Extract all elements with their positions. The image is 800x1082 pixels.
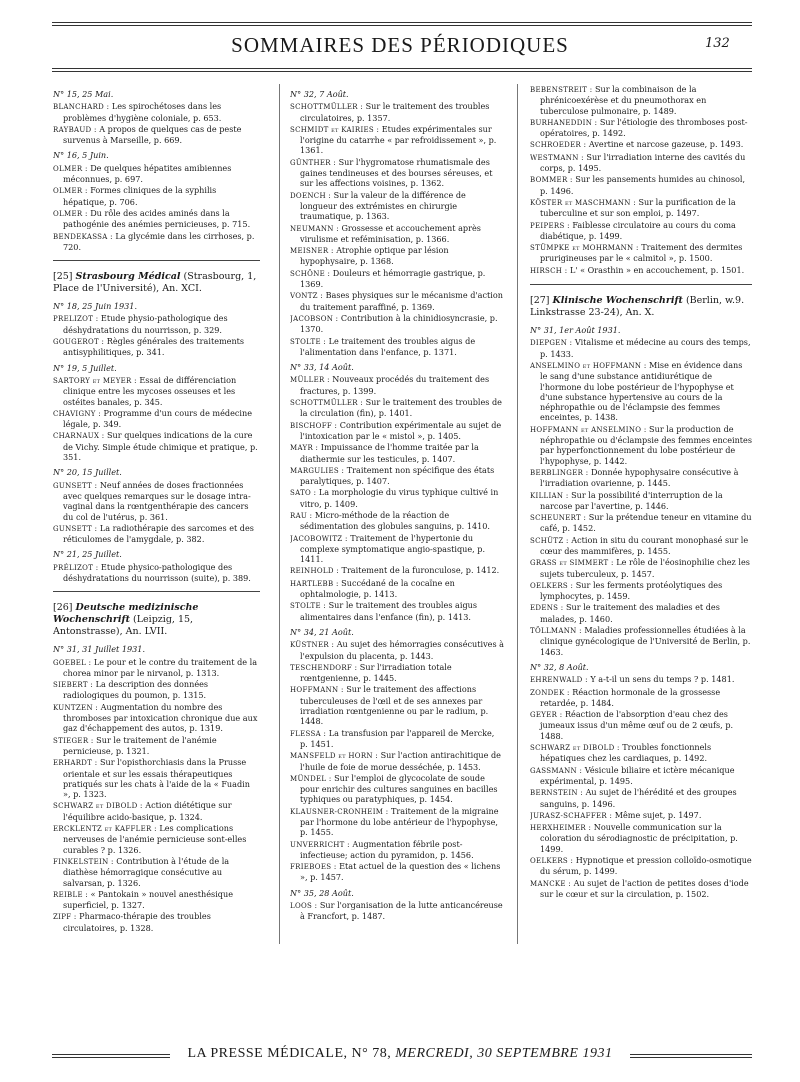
header-rule-bottom	[52, 68, 752, 69]
article-author: KÖSTER et MASCHMANN :	[530, 198, 636, 207]
article-title: Sur la combinaison de la phrénicoexérèse et du pneumothorax en tuberculose pulmonaire, p. 1489.	[540, 84, 707, 116]
article-author: KÜSTNER :	[290, 641, 335, 650]
article-entry	[53, 208, 260, 230]
article-author: GUNSETT :	[53, 481, 98, 490]
article-title: Donnée hypophysaire consécutive à l'irradiation ovarienne, p. 1445.	[540, 466, 739, 489]
article-author: OELKERS :	[530, 857, 574, 865]
article-title: Sur l'étiologie des thromboses post-opératoires, p. 1492.	[540, 116, 748, 139]
article-author: SCHMIDT et KAIRIES :	[290, 125, 380, 134]
article-entry	[530, 152, 752, 174]
article-title: Nouveaux procédés du traitement des fractures, p. 1399.	[300, 374, 490, 396]
article-title: « Pantokain » nouvel anesthésique superficiel, p. 1327.	[63, 888, 233, 911]
header-rule-top	[52, 22, 752, 23]
issue-heading: N° 15, 25 Mai.	[53, 89, 114, 99]
article-entry	[530, 84, 752, 116]
article-author: SCHOTTMÜLLER :	[290, 399, 363, 408]
article-entry	[530, 242, 752, 264]
article-title: Contribution à la chinidiosyncrasie, p. 1370.	[300, 312, 498, 335]
article-entry	[53, 480, 260, 522]
journal-details: (Berlin, w.9. Linkstrasse 23-24), An. X.	[530, 295, 745, 319]
article-entry	[53, 185, 260, 207]
article-author: HARTLEBB :	[290, 579, 339, 588]
article-author: HOFFMANN :	[290, 686, 344, 695]
article-author: SCHWARZ et DIBOLD :	[530, 744, 620, 753]
article-author: MANSFELD et HORN :	[290, 752, 379, 761]
article-title: Y a-t-il un sens du temps ? p. 1481.	[587, 674, 735, 685]
article-author: FRIEBOES :	[290, 863, 337, 872]
article-author: BEBENSTREIT :	[530, 86, 593, 94]
article-entry	[290, 806, 504, 838]
column-middle	[290, 84, 504, 923]
article-author: SARTORY et MEYER :	[53, 376, 137, 385]
article-author: REIBLE :	[53, 890, 89, 899]
article-author: STIEGER :	[53, 736, 94, 745]
article-author: SCHÖNE :	[290, 269, 331, 278]
journal-heading	[53, 271, 260, 295]
article-author: MÜLLER :	[290, 376, 330, 385]
article-entry	[290, 487, 504, 509]
article-entry	[53, 856, 260, 888]
article-title: Sur la prétendue teneur en vitamine du café, p. 1452.	[540, 512, 752, 534]
article-title: L' « Orasthin » en accouchement, p. 1501.	[567, 264, 745, 275]
article-author: ZONDEK :	[530, 688, 570, 697]
article-entry	[53, 823, 260, 855]
article-title: Traitement de l'hypertonie du complexe symptomatique angio-spastique, p. 1411.	[300, 532, 486, 565]
issue-heading: N° 31, 31 Juillet 1931.	[53, 644, 146, 655]
article-entry	[530, 360, 752, 423]
article-entry	[290, 600, 504, 622]
article-entry	[530, 197, 752, 219]
article-author: KLAUSNER-CRONHEIM :	[290, 807, 389, 816]
article-title: Avertine et narcose gazeuse, p. 1493.	[586, 139, 744, 150]
article-entry	[53, 430, 260, 462]
article-title: Sur l'action antirachitique de l'huile de foie de morue desséchée, p. 1453.	[300, 750, 501, 772]
issue-heading: N° 35, 28 Août.	[290, 887, 354, 898]
article-author: BERBLINGER :	[530, 468, 589, 477]
article-entry	[290, 442, 504, 464]
article-author: LOOS :	[290, 902, 318, 911]
header-rule-top-inner	[52, 25, 752, 26]
article-title: Contribution à l'étude de la diathèse hémorragique consécutive au salvarsan, p. 1326.	[63, 855, 230, 888]
journal-number: [25]	[53, 271, 76, 283]
article-author: MEISNER :	[290, 247, 334, 256]
issue-heading: N° 18, 25 Juin 1931.	[53, 301, 138, 312]
article-title: Sur l'organisation de la lutte anticancéreuse à Francfort, p. 1487.	[300, 900, 503, 922]
article-entry	[290, 510, 504, 532]
article-entry	[53, 735, 260, 757]
article-author: REINHOLD :	[290, 567, 339, 576]
article-title: La description des données radiologiques du poumon, p. 1315.	[63, 679, 209, 701]
article-author: TÖLLMANN :	[530, 627, 582, 636]
article-author: SCHROEDER :	[530, 141, 587, 150]
article-entry	[290, 101, 504, 123]
article-entry	[530, 855, 752, 877]
article-entry	[290, 684, 504, 726]
article-title: Sur la production de néphropathie ou d'éclampsie des femmes enceintes par hyperfonctionnement du lobe postérieur de l'hypophyse, p. 1442.	[540, 423, 752, 466]
article-author: SIEBERT :	[53, 681, 94, 690]
journal-title: Deutsche medizinische Wochenschrift	[53, 602, 199, 626]
article-entry	[530, 787, 752, 809]
article-author: KUNTZEN :	[53, 703, 99, 712]
article-entry	[290, 374, 504, 396]
article-entry	[290, 861, 504, 883]
article-author: CHARNAUX :	[53, 432, 105, 441]
article-author: OLMER :	[53, 187, 88, 196]
article-author: NEUMANN :	[290, 224, 339, 233]
article-author: GEYER :	[530, 711, 563, 720]
article-title: Grossesse et accouchement après virulisme et reféminisation, p. 1366.	[300, 222, 481, 244]
article-entry	[530, 742, 752, 764]
footer-date: MERCREDI, 30 SEPTEMBRE 1931	[395, 1046, 613, 1061]
article-entry	[530, 810, 752, 821]
journal-heading	[53, 602, 260, 638]
article-entry	[53, 800, 260, 822]
section-divider	[530, 284, 752, 285]
article-title: Sur le traitement des maladies et des malades, p. 1460.	[540, 602, 720, 624]
article-author: SATO :	[290, 489, 317, 498]
article-author: FINKELSTEIN :	[53, 857, 114, 866]
article-author: SCHÜTZ :	[530, 536, 569, 545]
article-entry	[530, 687, 752, 709]
article-author: HERXHEIMER :	[530, 824, 592, 833]
article-entry	[53, 562, 260, 584]
article-author: ANSELMINO et HOFFMANN :	[530, 361, 647, 370]
article-author: EHRENWALD :	[530, 676, 588, 685]
article-author: STÜMPKE et MOHRMANN :	[530, 244, 639, 253]
article-entry	[53, 702, 260, 734]
article-author: BLANCHARD :	[53, 103, 110, 112]
article-title: Le pour et le contre du traitement de la chorea minor par le nirvanol, p. 1313.	[63, 656, 258, 678]
article-author: HIRSCH :	[530, 266, 568, 275]
article-entry	[290, 839, 504, 861]
article-entry	[530, 674, 752, 685]
article-title: De quelques hépatites amibiennes méconnues, p. 697.	[63, 162, 232, 185]
article-title: Traitement de la migraine par l'hormone du lobe antérieur de l'hypophyse, p. 1455.	[300, 805, 499, 838]
article-author: ERCKLENTZ et KAFFLER :	[53, 825, 157, 834]
issue-heading: N° 32, 7 Août.	[290, 89, 349, 99]
article-author: MANCKE :	[530, 879, 572, 888]
column-divider	[279, 84, 280, 944]
article-title: Neuf années de doses fractionnées avec quelques remarques sur le dosage intra-vaginal dans la rœntgenthérapie des cancers du col de l'utérus, p. 361.	[63, 479, 251, 522]
article-title: La transfusion par l'appareil de Mercke, p. 1451.	[300, 727, 495, 749]
article-author: GOUGEROT :	[53, 338, 105, 347]
article-title: Sur l'hygromatose rhumatismale des gaines tendineuses et des bourses séreuses, et sur les affections voisines, p. 1362.	[300, 156, 493, 189]
article-author: BERNSTEIN :	[530, 789, 583, 798]
article-author: OELKERS :	[530, 581, 574, 590]
article-title: Sur le traitement des troubles aigus alimentaires dans l'enfance (fin), p. 1413.	[300, 600, 478, 622]
issue-heading: N° 34, 21 Août.	[290, 626, 354, 637]
article-author: BISCHOFF :	[290, 421, 338, 430]
article-author: MÜNDEL :	[290, 774, 332, 783]
article-entry	[290, 750, 504, 772]
journal-heading	[530, 295, 752, 319]
issue-heading: N° 31, 1er Août 1931.	[530, 325, 621, 336]
article-title: Essai de différenciation clinique entre les mycoses osseuses et les ostéites banales, p. 345.	[63, 374, 237, 407]
article-title: Etude physico-pathologique des déshydratations du nourrisson (suite), p. 389.	[63, 561, 251, 583]
footer	[0, 1046, 800, 1062]
article-title: Traitement de la furonculose, p. 1412.	[338, 565, 500, 576]
issue-heading: N° 20, 15 Juillet.	[53, 467, 122, 478]
article-entry	[290, 336, 504, 358]
article-entry	[53, 657, 260, 679]
article-author: GUNSETT :	[53, 524, 98, 533]
article-author: SCHEUNERT :	[530, 514, 587, 523]
article-title: Impuissance de l'homme traitée par la diathermie sur les testicules, p. 1407.	[300, 442, 479, 464]
article-entry	[530, 265, 752, 276]
article-author: VONTZ :	[290, 292, 324, 301]
article-entry	[53, 375, 260, 407]
page-number: 132	[705, 36, 730, 51]
article-title: Au sujet de l'hérédité et des groupes sanguins, p. 1496.	[540, 787, 737, 809]
article-author: DIEPGEN :	[530, 339, 573, 348]
article-author: FLESSA :	[290, 729, 327, 738]
article-title: Douleurs et hémorragie gastrique, p. 1369.	[300, 267, 486, 290]
article-entry	[530, 220, 752, 242]
article-title: Réaction de l'absorption d'eau chez des jumeaux issus d'un même œuf ou de 2 œufs, p. 1488.	[540, 709, 734, 741]
article-title: Programme d'un cours de médecine légale, p. 349.	[63, 407, 252, 430]
journal-number: [26]	[53, 602, 76, 614]
article-title: Sur la valeur de la différence de longueur des extrémistes en chirurgie traumatique, p. 1363.	[300, 189, 466, 222]
article-author: GÜNTHER :	[290, 158, 337, 167]
article-title: Au sujet des hémorragies consécutives à l'expulsion du placenta, p. 1443.	[300, 639, 504, 661]
article-entry	[290, 728, 504, 750]
article-title: Sur quelques indications de la cure de Vichy. Simple étude chimique et pratique, p. 351.	[63, 430, 258, 463]
article-title: Sur le traitement des affections tuberculeuses de l'œil et de ses annexes par irradiation rœntgenienne ou par le radium, p. 1448.	[300, 684, 489, 727]
article-title: Du rôle des acides aminés dans la pathogénie des anémies pernicieuses, p. 715.	[63, 207, 251, 230]
article-author: PEIPERS :	[530, 221, 570, 230]
article-entry	[53, 231, 260, 253]
article-author: MAYR :	[290, 444, 319, 453]
article-author: RAYBAUD :	[53, 125, 97, 134]
article-entry	[530, 337, 752, 359]
article-entry	[290, 565, 504, 576]
article-entry	[530, 490, 752, 512]
article-author: STOLTE :	[290, 602, 327, 611]
article-title: Bases physiques sur le mécanisme d'action du traitement paraffiné, p. 1369.	[300, 290, 503, 312]
issue-heading: N° 16, 5 Juin.	[53, 150, 109, 161]
article-entry	[290, 900, 504, 922]
article-title: Réaction hormonale de la grossesse retardée, p. 1484.	[540, 686, 721, 708]
article-entry	[290, 465, 504, 487]
article-entry	[530, 512, 752, 534]
article-entry	[53, 313, 260, 335]
article-entry	[290, 533, 504, 565]
article-title: Règles générales des traitements antisyphilitiques, p. 341.	[63, 336, 245, 358]
article-author: GOEBEL :	[53, 658, 92, 667]
article-title: Micro-méthode de la réaction de sédimentation des globules sanguins, p. 1410.	[300, 509, 490, 532]
article-entry	[530, 424, 752, 466]
article-title: Traitement non spécifique des états paralytiques, p. 1407.	[300, 464, 495, 487]
article-title: Les complications nerveuses de l'anémie pernicieuse sont-elles curables ? p. 1326.	[63, 823, 247, 855]
article-entry	[53, 523, 260, 545]
article-author: RAU :	[290, 511, 313, 520]
article-title: Atrophie optique par lésion hypophysaire, p. 1368.	[300, 245, 449, 267]
article-entry	[290, 639, 504, 661]
article-entry	[53, 124, 260, 146]
article-author: BOMMER :	[530, 176, 573, 185]
article-author: BURHANEDDIN :	[530, 118, 598, 127]
article-title: Nouvelle communication sur la coloration du sérodiagnostic de précipitation, p. 1499.	[540, 822, 738, 854]
issue-heading: N° 33, 14 Août.	[290, 362, 354, 373]
journal-details: (Leipzig, 15, Antonstrasse), An. LVII.	[53, 614, 194, 638]
article-author: DOENCH :	[290, 191, 332, 200]
article-entry	[530, 765, 752, 787]
article-title: Troubles fonctionnels hépatiques chez les cardiaques, p. 1492.	[540, 742, 712, 764]
column-divider	[517, 84, 518, 944]
article-title: Sur le traitement des troubles circulatoires, p. 1357.	[300, 101, 490, 123]
journal-title: Klinische Wochenschrift	[552, 295, 683, 307]
article-author: SCHOTTMÜLLER :	[290, 103, 363, 112]
article-entry	[290, 578, 504, 600]
column-left	[53, 84, 260, 934]
article-entry	[530, 557, 752, 579]
article-entry	[290, 313, 504, 335]
article-title: Sur le traitement des troubles de la circulation (fin), p. 1401.	[300, 397, 502, 419]
article-title: Sur l'irradiation interne des cavités du corps, p. 1495.	[540, 151, 746, 174]
article-entry	[290, 420, 504, 442]
section-divider	[53, 591, 260, 592]
section-divider	[53, 260, 260, 261]
article-title: La morphologie du virus typhique cultivé in vitro, p. 1409.	[300, 487, 499, 509]
journal-number: [27]	[530, 295, 553, 307]
article-title: Etat actuel de la question des « lichens », p. 1457.	[300, 861, 501, 883]
article-title: Contribution expérimentale au sujet de l'intoxication par le « mistol », p. 1405.	[300, 419, 502, 441]
article-title: Sur la possibilité d'interruption de la narcose par l'avertine, p. 1446.	[540, 489, 723, 511]
article-title: Sur l'irradiation totale rœntgenienne, p. 1445.	[300, 661, 452, 684]
article-title: Vésicule biliaire et ictère mécanique expérimental, p. 1495.	[540, 764, 735, 786]
article-entry	[530, 535, 752, 557]
article-entry	[530, 467, 752, 489]
article-entry	[290, 124, 504, 156]
article-title: Etudes expérimentales sur l'origine du catarrhe « par refroidissement », p. 1361.	[300, 123, 497, 156]
article-entry	[53, 101, 260, 123]
article-entry	[53, 336, 260, 358]
article-author: JACOBSON :	[290, 314, 339, 323]
article-author: BENDEKASSA :	[53, 232, 113, 241]
article-entry	[53, 757, 260, 799]
footer-publication: LA PRESSE MÉDICALE, N° 78,	[187, 1046, 392, 1061]
article-author: MARGULIES :	[290, 466, 345, 475]
article-entry	[290, 290, 504, 312]
article-entry	[290, 397, 504, 419]
article-author: HOFFMANN et ANSELMINO :	[530, 425, 647, 434]
article-title: Augmentation du nombre des thromboses par intoxication chronique due aux gaz d'échappement des autos, p. 1319.	[63, 701, 258, 734]
article-title: Sur l'opisthorchiasis dans la Prusse orientale et sur les essais thérapeutiques pratiqués sur les chats à l'aide de la « Fuadin », p. 1323.	[63, 757, 250, 800]
issue-heading: N° 21, 25 Juillet.	[53, 549, 122, 560]
article-entry	[53, 679, 260, 701]
article-title: Succédané de la cocaïne en ophtalmologie, p. 1413.	[300, 577, 455, 600]
article-title: La radiothérapie des sarcomes et des réticulomes de l'amygdale, p. 382.	[63, 522, 254, 545]
article-entry	[530, 822, 752, 854]
article-entry	[53, 911, 260, 933]
article-entry	[290, 268, 504, 290]
article-title: Sur le traitement de l'anémie pernicieuse, p. 1321.	[63, 734, 217, 756]
article-title: Les spirochétoses dans les problèmes d'hygiène coloniale, p. 653.	[63, 101, 222, 123]
article-author: GASSMANN :	[530, 766, 583, 775]
article-entry	[530, 625, 752, 657]
article-entry	[530, 580, 752, 602]
article-title: Sur l'emploi de glycocolate de soude pour enrichir des cultures sanguines en bacilles typhiques ou paratyphiques, p. 1454.	[300, 772, 498, 805]
article-entry	[290, 662, 504, 684]
article-author: OLMER :	[53, 209, 88, 218]
article-entry	[530, 709, 752, 741]
column-right	[530, 84, 752, 900]
journal-title: Strasbourg Médical	[75, 271, 181, 283]
issue-heading: N° 19, 5 Juillet.	[53, 362, 117, 373]
article-author: UNVERRICHT :	[290, 840, 350, 849]
article-entry	[290, 245, 504, 267]
article-author: SCHWARZ et DIBOLD :	[53, 802, 143, 811]
article-entry	[53, 889, 260, 911]
article-title: Le rôle de l'éosinophilie chez les sujets tuberculeux, p. 1457.	[540, 557, 750, 579]
article-author: PRÉLIZOT :	[53, 563, 99, 572]
article-title: Pharmaco-thérapie des troubles circulatoires, p. 1328.	[63, 911, 211, 933]
article-author: PRELIZOT :	[53, 315, 99, 324]
article-author: JACOBOWITZ :	[290, 534, 348, 543]
article-author: EDENS :	[530, 604, 564, 613]
journal-details: (Strasbourg, 1, Place de l'Université), An. XCI.	[53, 271, 257, 295]
article-entry	[530, 139, 752, 150]
article-entry	[53, 163, 260, 185]
article-title: Le traitement des troubles aigus de l'alimentation dans l'enfance, p. 1371.	[300, 335, 476, 357]
header-rule-bottom-inner	[52, 71, 752, 72]
article-entry	[290, 223, 504, 245]
article-entry	[530, 602, 752, 624]
article-author: ZIPF :	[53, 913, 77, 922]
article-entry	[530, 117, 752, 139]
article-title: Action in situ du courant monophasé sur le cœur des mammifères, p. 1455.	[540, 534, 749, 556]
article-title: Augmentation fébrile post-infectieuse; action du pyramidon, p. 1456.	[300, 838, 474, 860]
article-author: KILLIAN :	[530, 491, 569, 500]
article-title: Hypnotique et pression colloïdo-osmotique du sérum, p. 1499.	[540, 855, 752, 877]
article-author: GRASS et SIMMERT :	[530, 559, 614, 568]
article-title: A propos de quelques cas de peste survenus à Marseille, p. 669.	[63, 123, 242, 146]
article-entry	[53, 408, 260, 430]
article-title: Action diététique sur l'équilibre acido-basique, p. 1324.	[63, 800, 232, 822]
article-title: La glycémie dans les cirrhoses, p. 720.	[63, 230, 255, 252]
article-author: OLMER :	[53, 164, 88, 173]
article-entry	[530, 174, 752, 196]
article-title: Maladies professionnelles étudiées à la clinique gynécologique de l'Université de Berlin, p. 1463.	[540, 625, 751, 657]
article-author: CHAVIGNY :	[53, 409, 101, 418]
article-author: TESCHENDORF :	[290, 663, 358, 672]
article-entry	[290, 773, 504, 805]
article-author: WESTMANN :	[530, 153, 584, 162]
article-title: Au sujet de l'action de petites doses d'iode sur le cœur et sur la circulation, p. 1502.	[540, 877, 749, 899]
article-title: Etude physio-pathologique des déshydratations du nourrisson, p. 329.	[63, 313, 228, 335]
page-title: SOMMAIRES DES PÉRIODIQUES	[231, 33, 569, 57]
article-title: Faiblesse circulatoire au cours du coma diabétique, p. 1499.	[540, 219, 736, 241]
article-author: JURASZ-SCHAFFER :	[530, 811, 613, 820]
article-title: Sur la purification de la tuberculine et sur son emploi, p. 1497.	[540, 196, 736, 219]
article-title: Formes cliniques de la syphilis hépatique, p. 706.	[63, 185, 217, 207]
article-entry	[290, 190, 504, 222]
issue-heading: N° 32, 8 Août.	[530, 661, 589, 672]
article-author: ERHARDT :	[53, 759, 98, 768]
article-title: Même sujet, p. 1497.	[612, 809, 702, 820]
article-author: STOLTE :	[290, 337, 327, 346]
article-title: Sur les pansements humides au chinosol, p. 1496.	[540, 174, 746, 196]
article-title: Vitalisme et médecine au cours des temps, p. 1433.	[540, 337, 751, 359]
article-entry	[290, 157, 504, 189]
article-title: Sur les ferments protéolytiques des lymphocytes, p. 1459.	[540, 579, 723, 602]
article-entry	[530, 878, 752, 900]
article-title: Mise en évidence dans le sang d'une substance antidiurétique de l'hormone du lobe postérieur de l'hypophyse et d'une substance hypertensive au cours de la néphropathie ou de l'éclampsie des femmes enceintes, p. 1438.	[540, 359, 743, 423]
article-title: Traitement des dermites prurigineuses par le « calmitol », p. 1500.	[540, 242, 743, 264]
